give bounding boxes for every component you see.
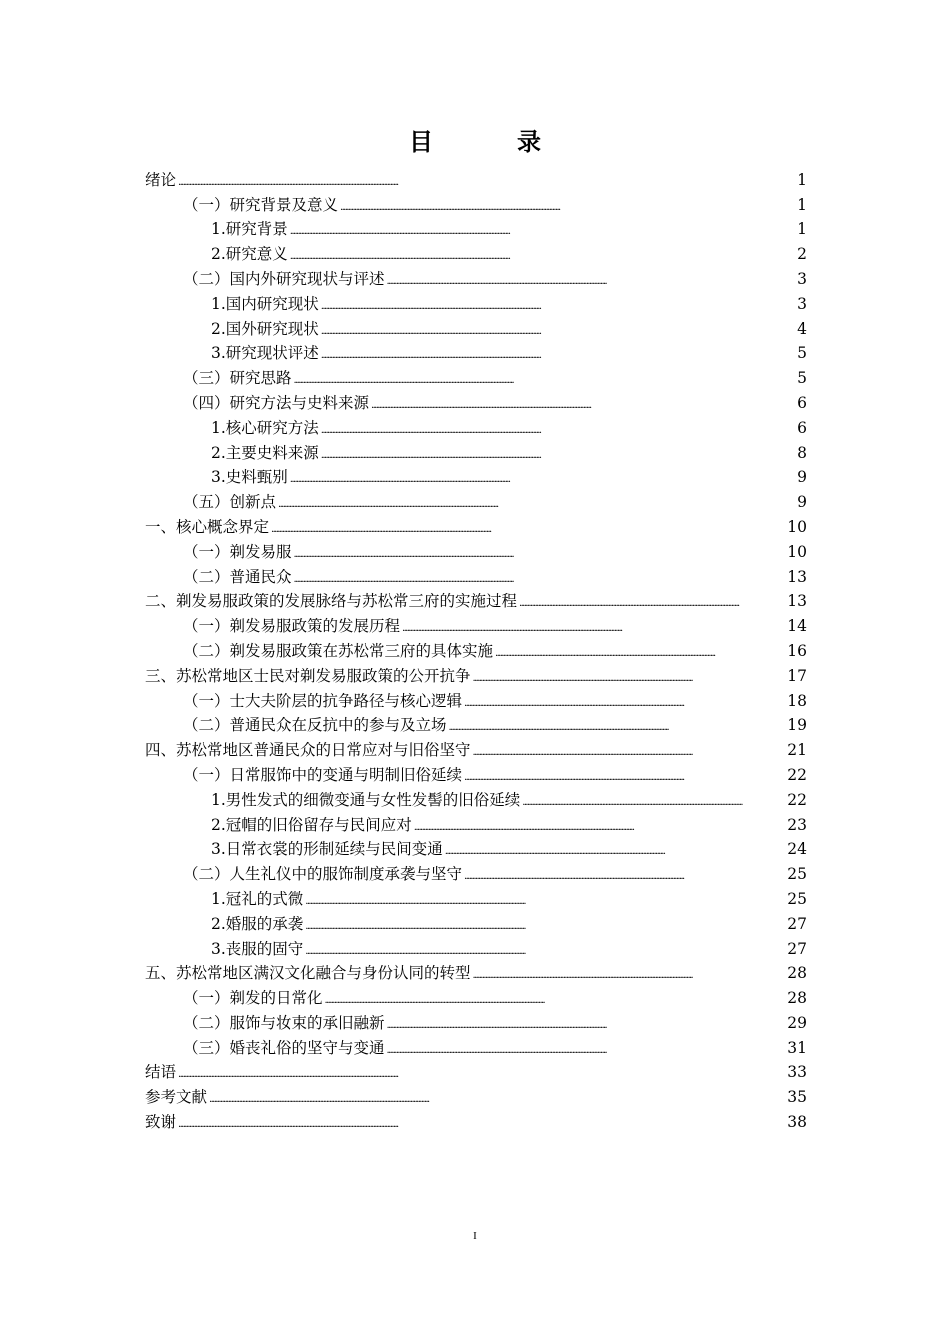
toc-dot-leader bbox=[522, 790, 785, 810]
toc-entry-page: 13 bbox=[787, 567, 807, 586]
toc-dot-leader bbox=[473, 666, 786, 686]
toc-entry-page: 35 bbox=[787, 1088, 807, 1107]
toc-entry-page: 23 bbox=[787, 815, 807, 834]
toc-entry-label: （五）创新点 bbox=[183, 493, 277, 512]
toc-dot-leader bbox=[402, 616, 785, 636]
toc-entry-page: 13 bbox=[787, 592, 807, 611]
toc-dot-leader bbox=[464, 765, 785, 785]
toc-entry[interactable] bbox=[145, 884, 807, 909]
toc-dot-leader bbox=[325, 988, 786, 1008]
toc-entry-page: 22 bbox=[787, 790, 807, 809]
toc-dot-leader bbox=[290, 467, 795, 487]
toc-entry-page: 17 bbox=[787, 666, 807, 685]
toc-entry[interactable] bbox=[145, 363, 807, 388]
toc-dot-leader bbox=[278, 492, 795, 512]
toc-entry-label: （二）人生礼仪中的服饰制度承袭与坚守 bbox=[183, 865, 463, 884]
toc-entry-page: 21 bbox=[787, 741, 807, 760]
toc-entry-page: 31 bbox=[787, 1038, 807, 1057]
toc-entry-page: 5 bbox=[797, 344, 807, 363]
toc-entry[interactable] bbox=[145, 1107, 807, 1132]
toc-entry-label: 五、苏松常地区满汉文化融合与身份认同的转型 bbox=[145, 964, 471, 983]
toc-entry-page: 28 bbox=[787, 964, 807, 983]
toc-entry[interactable] bbox=[145, 909, 807, 934]
toc-entry-label: 2.主要史料来源 bbox=[211, 443, 319, 462]
toc-entry-page: 14 bbox=[787, 617, 807, 636]
toc-dot-leader bbox=[495, 641, 785, 661]
toc-entry-page: 2 bbox=[797, 245, 807, 264]
toc-entry[interactable] bbox=[145, 1058, 807, 1083]
toc-entry[interactable] bbox=[145, 735, 807, 760]
toc-entry-label: （四）研究方法与史料来源 bbox=[183, 393, 370, 412]
toc-entry-label: （一）剃发易服政策的发展历程 bbox=[183, 617, 401, 636]
toc-dot-leader bbox=[387, 1038, 786, 1058]
toc-entry-page: 24 bbox=[787, 840, 807, 859]
toc-entry[interactable] bbox=[145, 760, 807, 785]
toc-entry-page: 10 bbox=[787, 517, 807, 536]
toc-entry-label: 一、核心概念界定 bbox=[145, 517, 270, 536]
toc-entry-label: 致谢 bbox=[145, 1113, 177, 1132]
toc-entry-label: 绪论 bbox=[145, 170, 177, 189]
toc-entry-label: （一）剃发易服 bbox=[183, 542, 292, 561]
toc-entry[interactable] bbox=[145, 438, 807, 463]
toc-entry[interactable] bbox=[145, 463, 807, 488]
toc-entry[interactable] bbox=[145, 611, 807, 636]
toc-entry-label: 2.国外研究现状 bbox=[211, 319, 319, 338]
toc-entry-page: 33 bbox=[787, 1063, 807, 1082]
toc-entry-page: 1 bbox=[797, 220, 807, 239]
toc-dot-leader bbox=[209, 1087, 785, 1107]
toc-dot-leader bbox=[305, 889, 785, 909]
toc-entry[interactable] bbox=[145, 562, 807, 587]
toc-dot-leader bbox=[321, 319, 795, 339]
toc-entry[interactable] bbox=[145, 983, 807, 1008]
toc-entry[interactable] bbox=[145, 388, 807, 413]
toc-dot-leader bbox=[294, 368, 795, 388]
toc-entry[interactable] bbox=[145, 190, 807, 215]
toc-dot-leader bbox=[445, 839, 785, 859]
toc-entry-page: 9 bbox=[797, 493, 807, 512]
toc-entry-page: 16 bbox=[787, 641, 807, 660]
toc-entry-label: （二）国内外研究现状与评述 bbox=[183, 269, 385, 288]
toc-dot-leader bbox=[473, 740, 786, 760]
toc-dot-leader bbox=[321, 343, 795, 363]
toc-entry-label: 四、苏松常地区普通民众的日常应对与旧俗坚守 bbox=[145, 741, 471, 760]
toc-entry-page: 6 bbox=[797, 418, 807, 437]
toc-entry-page: 1 bbox=[797, 170, 807, 189]
toc-entry-page: 3 bbox=[797, 294, 807, 313]
toc-dot-leader bbox=[340, 195, 795, 215]
toc-dot-leader bbox=[305, 939, 785, 959]
toc-entry-label: 3.丧服的固守 bbox=[211, 939, 304, 958]
toc-entry-page: 4 bbox=[797, 319, 807, 338]
toc-entry-label: 3.日常衣裳的形制延续与民间变通 bbox=[211, 840, 443, 859]
page-number: I bbox=[473, 1230, 477, 1242]
toc-entry[interactable] bbox=[145, 487, 807, 512]
toc-dot-leader bbox=[387, 269, 795, 289]
toc-dot-leader bbox=[321, 294, 795, 314]
toc-dot-leader bbox=[294, 567, 786, 587]
toc-dot-leader bbox=[290, 244, 795, 264]
toc-entry-label: （二）服饰与妆束的承旧融新 bbox=[183, 1013, 385, 1032]
table-of-contents bbox=[145, 165, 807, 1132]
toc-entry-label: 3.研究现状评述 bbox=[211, 344, 319, 363]
toc-entry[interactable] bbox=[145, 1033, 807, 1058]
toc-entry-label: 1.冠礼的式微 bbox=[211, 889, 304, 908]
toc-entry[interactable] bbox=[145, 661, 807, 686]
toc-dot-leader bbox=[178, 1112, 785, 1132]
toc-entry[interactable] bbox=[145, 636, 807, 661]
toc-entry-page: 3 bbox=[797, 269, 807, 288]
toc-entry[interactable] bbox=[145, 959, 807, 984]
toc-entry-label: （二）普通民众 bbox=[183, 567, 292, 586]
toc-entry-label: （一）剃发的日常化 bbox=[183, 989, 323, 1008]
toc-entry-page: 8 bbox=[797, 443, 807, 462]
toc-dot-leader bbox=[305, 914, 785, 934]
toc-entry[interactable] bbox=[145, 239, 807, 264]
toc-entry-page: 28 bbox=[787, 989, 807, 1008]
toc-entry-label: 结语 bbox=[145, 1063, 177, 1082]
toc-entry-label: 1.研究背景 bbox=[211, 220, 288, 239]
toc-dot-leader bbox=[464, 691, 785, 711]
toc-entry[interactable] bbox=[145, 785, 807, 810]
toc-entry[interactable] bbox=[145, 1008, 807, 1033]
toc-entry-label: 2.婚服的承袭 bbox=[211, 914, 304, 933]
toc-entry-label: 1.国内研究现状 bbox=[211, 294, 319, 313]
toc-entry[interactable] bbox=[145, 512, 807, 537]
toc-dot-leader bbox=[464, 864, 785, 884]
toc-entry[interactable] bbox=[145, 835, 807, 860]
toc-dot-leader bbox=[449, 715, 786, 735]
toc-entry[interactable] bbox=[145, 537, 807, 562]
toc-entry-page: 27 bbox=[787, 914, 807, 933]
toc-entry-label: （一）士大夫阶层的抗争路径与核心逻辑 bbox=[183, 691, 463, 710]
toc-dot-leader bbox=[414, 815, 785, 835]
toc-entry-page: 1 bbox=[797, 195, 807, 214]
toc-entry[interactable] bbox=[145, 711, 807, 736]
toc-entry[interactable] bbox=[145, 339, 807, 364]
toc-entry[interactable] bbox=[145, 587, 807, 612]
toc-entry-label: 2.冠帽的旧俗留存与民间应对 bbox=[211, 815, 412, 834]
toc-dot-leader bbox=[321, 443, 795, 463]
toc-dot-leader bbox=[371, 393, 795, 413]
toc-entry[interactable] bbox=[145, 859, 807, 884]
toc-dot-leader bbox=[178, 1062, 785, 1082]
toc-entry[interactable] bbox=[145, 264, 807, 289]
toc-dot-leader bbox=[387, 1013, 786, 1033]
toc-entry[interactable] bbox=[145, 686, 807, 711]
toc-entry-label: 参考文献 bbox=[145, 1088, 208, 1107]
toc-entry-label: （一）研究背景及意义 bbox=[183, 195, 339, 214]
toc-title: 目 录 bbox=[409, 127, 571, 156]
toc-entry-label: 2.研究意义 bbox=[211, 245, 288, 264]
toc-entry-page: 38 bbox=[787, 1113, 807, 1132]
toc-entry-label: （一）日常服饰中的变通与明制旧俗延续 bbox=[183, 765, 463, 784]
toc-entry-label: 三、苏松常地区士民对剃发易服政策的公开抗争 bbox=[145, 666, 471, 685]
toc-entry-page: 6 bbox=[797, 393, 807, 412]
toc-entry-label: （二）剃发易服政策在苏松常三府的具体实施 bbox=[183, 641, 494, 660]
toc-entry-label: 1.核心研究方法 bbox=[211, 418, 319, 437]
toc-dot-leader bbox=[473, 963, 786, 983]
toc-entry-page: 25 bbox=[787, 865, 807, 884]
toc-entry-page: 19 bbox=[787, 716, 807, 735]
toc-entry-page: 25 bbox=[787, 889, 807, 908]
toc-entry[interactable] bbox=[145, 215, 807, 240]
toc-entry[interactable] bbox=[145, 810, 807, 835]
toc-dot-leader bbox=[271, 517, 785, 537]
toc-dot-leader bbox=[321, 418, 795, 438]
toc-entry[interactable] bbox=[145, 165, 807, 190]
toc-dot-leader bbox=[519, 591, 785, 611]
toc-entry[interactable] bbox=[145, 934, 807, 959]
toc-entry-page: 18 bbox=[787, 691, 807, 710]
toc-entry[interactable] bbox=[145, 1082, 807, 1107]
toc-entry-label: （三）婚丧礼俗的坚守与变通 bbox=[183, 1038, 385, 1057]
toc-entry-page: 9 bbox=[797, 468, 807, 487]
toc-entry-label: 3.史料甄别 bbox=[211, 468, 288, 487]
toc-entry-label: （三）研究思路 bbox=[183, 369, 292, 388]
toc-dot-leader bbox=[294, 542, 786, 562]
toc-entry-page: 5 bbox=[797, 369, 807, 388]
toc-entry-label: 二、剃发易服政策的发展脉络与苏松常三府的实施过程 bbox=[145, 592, 518, 611]
toc-entry-page: 22 bbox=[787, 765, 807, 784]
toc-entry[interactable] bbox=[145, 413, 807, 438]
toc-entry-page: 27 bbox=[787, 939, 807, 958]
toc-entry-label: 1.男性发式的细微变通与女性发髻的旧俗延续 bbox=[211, 790, 521, 809]
toc-entry-page: 29 bbox=[787, 1013, 807, 1032]
toc-entry[interactable] bbox=[145, 314, 807, 339]
toc-dot-leader bbox=[290, 219, 795, 239]
toc-dot-leader bbox=[178, 170, 795, 190]
toc-entry-label: （二）普通民众在反抗中的参与及立场 bbox=[183, 716, 447, 735]
toc-entry[interactable] bbox=[145, 289, 807, 314]
toc-entry-page: 10 bbox=[787, 542, 807, 561]
